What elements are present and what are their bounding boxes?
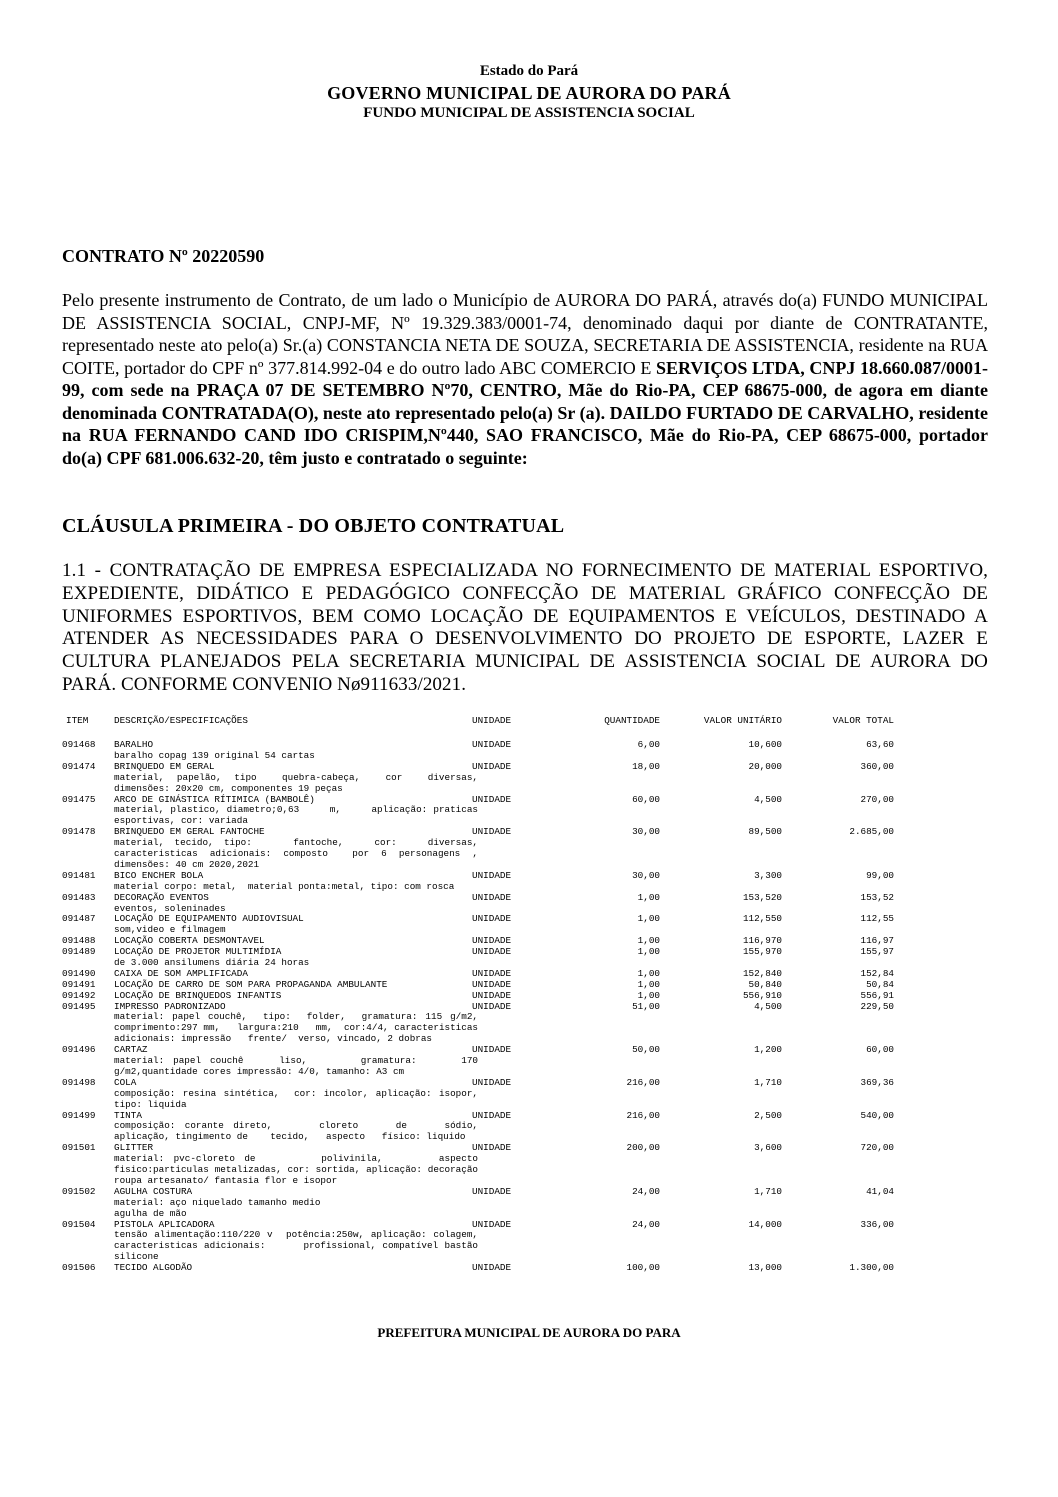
item-spec: material, papelão, tipo quebra-cabeça, cor diversas, dimensões: 20x20 cm, componentes 19 peças xyxy=(114,771,484,794)
item-total-value: 540,00 xyxy=(860,1109,894,1121)
item-total-value: 155,97 xyxy=(860,946,894,958)
table-row xyxy=(62,914,912,936)
item-unit-value: 89,500 xyxy=(748,826,782,838)
item-unit-value: 10,600 xyxy=(748,739,782,750)
item-code: 091474 xyxy=(62,760,96,772)
item-code: 091491 xyxy=(62,978,96,990)
item-unit-value: 14,000 xyxy=(748,1218,782,1230)
item-spec: tensão alimentação:110/220 v potência:250w, aplicação: colagem, caracteristicas adicionais: profissional, compatível bastão silicone xyxy=(114,1229,484,1263)
item-name: LOCAÇÃO COBERTA DESMONTAVEL xyxy=(114,935,265,947)
table-row xyxy=(62,1143,912,1187)
item-total-value: 229,50 xyxy=(860,1000,894,1012)
item-unit-value: 1,710 xyxy=(754,1185,782,1197)
item-code: 091492 xyxy=(62,989,96,1001)
item-quantity: 1,00 xyxy=(637,913,660,925)
item-unit: UNIDADE xyxy=(472,913,512,925)
item-quantity: 1,00 xyxy=(637,978,660,990)
item-total-value: 116,97 xyxy=(860,935,894,947)
table-row-main xyxy=(62,1111,912,1122)
item-code: 091478 xyxy=(62,826,96,838)
item-name: GLITTER xyxy=(114,1142,154,1154)
item-total-value: 1.300,00 xyxy=(849,1262,894,1274)
item-quantity: 24,00 xyxy=(632,1185,660,1197)
table-row-main xyxy=(62,893,912,904)
item-unit-value: 153,520 xyxy=(742,891,782,903)
item-total-value: 153,52 xyxy=(860,891,894,903)
item-spec: de 3.000 ansilumens diária 24 horas xyxy=(114,956,310,968)
item-quantity: 1,00 xyxy=(637,989,660,1001)
table-row xyxy=(62,1187,912,1220)
item-total-value: 41,04 xyxy=(866,1185,894,1197)
item-spec: composição: corante direto, cloreto de sódio, aplicação, tingimento de tecido, aspecto físico: liquido xyxy=(114,1120,484,1143)
item-unit-value: 1,200 xyxy=(754,1044,782,1056)
item-unit: UNIDADE xyxy=(472,1218,512,1230)
item-quantity: 1,00 xyxy=(637,935,660,947)
item-code: 091504 xyxy=(62,1218,96,1230)
table-row xyxy=(62,1078,912,1111)
item-name: ARCO DE GINÁSTICA RÍTIMICA (BAMBOLÊ) xyxy=(114,793,315,805)
item-unit-value: 4,500 xyxy=(754,1000,782,1012)
table-row xyxy=(62,991,912,1002)
item-code: 091495 xyxy=(62,1000,96,1012)
item-spec: eventos, soleninades xyxy=(114,902,226,914)
item-quantity: 1,00 xyxy=(637,946,660,958)
table-row xyxy=(62,1263,912,1274)
item-name: AGULHA COSTURA xyxy=(114,1185,193,1197)
item-unit: UNIDADE xyxy=(472,1076,512,1088)
item-spec: material, plastico, diametro;0,63 m, aplicação: praticas esportivas, cor: variada xyxy=(114,804,484,827)
contract-title: CONTRATO Nº 20220590 xyxy=(62,246,265,266)
table-row xyxy=(62,1045,912,1078)
header-description: DESCRIÇÃO/ESPECIFICAÇÕES xyxy=(114,715,248,726)
item-unit-value: 4,500 xyxy=(754,793,782,805)
table-row xyxy=(62,871,912,893)
item-unit: UNIDADE xyxy=(472,1185,512,1197)
item-name: BICO ENCHER BOLA xyxy=(114,869,204,881)
table-row xyxy=(62,827,912,871)
item-quantity: 51,00 xyxy=(632,1000,660,1012)
item-name: DECORAÇÃO EVENTOS xyxy=(114,891,209,903)
table-row-main xyxy=(62,795,912,806)
clause-title: CLÁUSULA PRIMEIRA - DO OBJETO CONTRATUAL xyxy=(62,515,565,537)
table-row-main xyxy=(62,1187,912,1198)
item-code: 091481 xyxy=(62,869,96,881)
item-code: 091468 xyxy=(62,739,96,750)
item-unit-value: 152,840 xyxy=(742,967,782,979)
table-row xyxy=(62,1111,912,1144)
table-row xyxy=(62,795,912,828)
item-unit-value: 556,910 xyxy=(742,989,782,1001)
table-row xyxy=(62,1002,912,1046)
table-row-main xyxy=(62,1078,912,1089)
item-unit: UNIDADE xyxy=(472,967,512,979)
table-row-main xyxy=(62,827,912,838)
item-unit: UNIDADE xyxy=(472,1142,512,1154)
footer-text: PREFEITURA MUNICIPAL DE AURORA DO PARA xyxy=(377,1325,681,1340)
table-row-main xyxy=(62,1263,912,1274)
item-unit: UNIDADE xyxy=(472,1000,512,1012)
item-quantity: 100,00 xyxy=(626,1262,660,1274)
item-name: BARALHO xyxy=(114,739,154,750)
item-total-value: 60,00 xyxy=(866,1044,894,1056)
item-unit: UNIDADE xyxy=(472,946,512,958)
item-quantity: 216,00 xyxy=(626,1109,660,1121)
item-quantity: 18,00 xyxy=(632,760,660,772)
item-quantity: 216,00 xyxy=(626,1076,660,1088)
item-total-value: 50,84 xyxy=(866,978,894,990)
item-name: CARTAZ xyxy=(114,1044,148,1056)
item-quantity: 6,00 xyxy=(637,739,660,750)
item-name: TECIDO ALGODÃO xyxy=(114,1262,193,1274)
item-code: 091502 xyxy=(62,1185,96,1197)
item-unit-value: 116,970 xyxy=(742,935,782,947)
header-unit: UNIDADE xyxy=(472,715,512,726)
item-unit: UNIDADE xyxy=(472,989,512,1001)
item-spec: material corpo: metal, material ponta:metal, tipo: com rosca xyxy=(114,880,455,892)
item-name: COLA xyxy=(114,1076,137,1088)
item-unit: UNIDADE xyxy=(472,891,512,903)
item-unit-value: 3,600 xyxy=(754,1142,782,1154)
table-row-main xyxy=(62,871,912,882)
item-name: CAIXA DE SOM AMPLIFICADA xyxy=(114,967,248,979)
table-row xyxy=(62,1220,912,1264)
header-government: GOVERNO MUNICIPAL DE AURORA DO PARÁ xyxy=(327,83,731,103)
item-spec: material: pvc-cloreto de polivinila, aspecto fisico:particulas metalizadas, cor: sortida, aplicação: decoração roupa artesanato/ fantasia flor e isopor xyxy=(114,1153,490,1186)
table-row-main xyxy=(62,1002,912,1013)
item-unit-value: 3,300 xyxy=(754,869,782,881)
item-unit: UNIDADE xyxy=(472,978,512,990)
item-quantity: 50,00 xyxy=(632,1044,660,1056)
item-total-value: 556,91 xyxy=(860,989,894,1001)
item-name: BRINQUEDO EM GERAL xyxy=(114,760,215,772)
table-row-main xyxy=(62,1045,912,1056)
item-total-value: 152,84 xyxy=(860,967,894,979)
item-unit: UNIDADE xyxy=(472,1262,512,1274)
table-row-main xyxy=(62,1220,912,1231)
item-unit-value: 2,500 xyxy=(754,1109,782,1121)
item-code: 091496 xyxy=(62,1044,96,1056)
item-unit-value: 155,970 xyxy=(742,946,782,958)
item-name: BRINQUEDO EM GERAL FANTOCHE xyxy=(114,826,265,838)
header-item: ITEM xyxy=(66,715,89,726)
contract-intro-regular: Pelo presente instrumento de Contrato, de um lado o Município de AURORA DO PARÁ, através do(a) FUNDO MUNICIPAL DE ASSISTENCIA SOCIAL, CNPJ-MF, Nº 19.329.383/0001-74, denominado daqui por diante de CONTRATANTE, representado neste ato pelo(a) Sr.(a) CONSTANCIA NETA DE SOUZA, SECRETARIA DE ASSISTENCIA, residente na RUA COITE, portador do CPF nº 377.814.992-04 e do outro lado ABC COMERCIO E xyxy=(62,290,988,378)
clause-text: 1.1 - CONTRATAÇÃO DE EMPRESA ESPECIALIZADA NO FORNECIMENTO DE MATERIAL ESPORTIVO, EXPEDIENTE, DIDÁTICO E PEDAGÓGICO CONFECÇÃO DE MATERIAL GRÁFICO CONFECÇÃO DE UNIFORMES ESPORTIVOS, BEM COMO LOCAÇÃO DE EQUIPAMENTOS E VEÍCULOS, DESTINADO A ATENDER AS NECESSIDADES PARA O DESENVOLVIMENTO DO PROJETO DE ESPORTE, LAZER E CULTURA PLANEJADOS PELA SECRETARIA MUNICIPAL DE ASSISTENCIA SOCIAL DE AURORA DO PARÁ. CONFORME CONVENIO Nø911633/2021. xyxy=(62,560,988,695)
item-spec: material, tecido, tipo: fantoche, cor: diversas, caracteristicas adicionais: composto por 6 personagens , dimensões: 40 cm 2020,2021 xyxy=(114,837,484,870)
item-unit: UNIDADE xyxy=(472,760,512,772)
item-name: TINTA xyxy=(114,1109,142,1121)
item-quantity: 30,00 xyxy=(632,826,660,838)
table-row xyxy=(62,762,912,795)
table-row-main xyxy=(62,947,912,958)
table-row-main xyxy=(62,762,912,773)
item-unit: UNIDADE xyxy=(472,826,512,838)
item-code: 091489 xyxy=(62,946,96,958)
item-quantity: 200,00 xyxy=(626,1142,660,1154)
item-code: 091488 xyxy=(62,935,96,947)
item-name: LOCAÇÃO DE BRINQUEDOS INFANTIS xyxy=(114,989,282,1001)
item-total-value: 99,00 xyxy=(866,869,894,881)
item-unit: UNIDADE xyxy=(472,869,512,881)
item-total-value: 369,36 xyxy=(860,1076,894,1088)
item-quantity: 24,00 xyxy=(632,1218,660,1230)
item-name: PISTOLA APLICADORA xyxy=(114,1218,215,1230)
item-unit: UNIDADE xyxy=(472,935,512,947)
item-code: 091498 xyxy=(62,1076,96,1088)
item-spec: composição: resina sintética, cor: incolor, aplicação: isopor, tipo: liquida xyxy=(114,1087,484,1110)
item-name: IMPRESSO PADRONIZADO xyxy=(114,1000,226,1012)
item-code: 091501 xyxy=(62,1142,96,1154)
item-unit-value: 20,000 xyxy=(748,760,782,772)
table-row-main xyxy=(62,740,912,751)
item-quantity: 30,00 xyxy=(632,869,660,881)
item-unit: UNIDADE xyxy=(472,793,512,805)
header-state: Estado do Pará xyxy=(479,63,579,79)
item-total-value: 63,60 xyxy=(866,739,894,750)
item-total-value: 112,55 xyxy=(860,913,894,925)
table-row-main xyxy=(62,914,912,925)
item-spec: som,video e filmagem xyxy=(114,924,226,936)
item-unit: UNIDADE xyxy=(472,1044,512,1056)
item-total-value: 360,00 xyxy=(860,760,894,772)
header-total-value: VALOR TOTAL xyxy=(832,715,894,726)
table-row xyxy=(62,893,912,915)
table-header-row xyxy=(62,716,912,740)
item-unit-value: 13,000 xyxy=(748,1262,782,1274)
item-code: 091506 xyxy=(62,1262,96,1274)
item-code: 091499 xyxy=(62,1109,96,1121)
contract-intro-paragraph xyxy=(62,289,988,469)
item-unit: UNIDADE xyxy=(472,1109,512,1121)
item-total-value: 270,00 xyxy=(860,793,894,805)
item-code: 091487 xyxy=(62,913,96,925)
table-row xyxy=(62,740,912,762)
item-spec: material: aço niquelado tamanho medio agulha de mão xyxy=(114,1196,321,1219)
item-spec: material: papel couchê liso, gramatura: 170 g/m2,quantidade cores impressão: 4/0, tamanho: A3 cm xyxy=(114,1055,484,1077)
item-spec: material: papel couchê, tipo: folder, gramatura: 115 g/m2, comprimento:297 mm, largura:210 mm, cor:4/4, caracteristicas adicionais: impressão frente/ verso, vincado, 2 dobras xyxy=(114,1011,484,1045)
item-unit-value: 50,840 xyxy=(748,978,782,990)
item-name: LOCAÇÃO DE PROJETOR MULTIMÍDIA xyxy=(114,946,282,958)
item-unit-value: 112,550 xyxy=(742,913,782,925)
item-total-value: 2.685,00 xyxy=(849,826,894,838)
item-name: LOCAÇÃO DE CARRO DE SOM PARA PROPAGANDA AMBULANTE xyxy=(114,978,388,990)
item-code: 091490 xyxy=(62,967,96,979)
contract-intro-bold: SERVIÇOS LTDA, CNPJ 18.660.087/0001-99, com sede na PRAÇA 07 DE SETEMBRO Nº70, CENTRO, Mãe do Rio-PA, CEP 68675-000, de agora em diante denominada CONTRATADA(O), neste ato representado pelo(a) Sr (a). DAILDO FURTADO DE CARVALHO, residente na RUA FERNANDO CAND IDO CRISPIM,Nº440, SAO FRANCISCO, Mãe do Rio-PA, CEP 68675-000, portador do(a) CPF 681.006.632-20, têm justo e contratado o seguinte: xyxy=(62,357,988,468)
header-fund: FUNDO MUNICIPAL DE ASSISTENCIA SOCIAL xyxy=(363,105,695,121)
item-name: LOCAÇÃO DE EQUIPAMENTO AUDIOVISUAL xyxy=(114,913,304,925)
item-total-value: 336,00 xyxy=(860,1218,894,1230)
table-row-main xyxy=(62,991,912,1002)
header-unit-value: VALOR UNITÁRIO xyxy=(703,715,782,726)
header-quantity: QUANTIDADE xyxy=(604,715,660,726)
item-quantity: 1,00 xyxy=(637,967,660,979)
table-row-main xyxy=(62,1143,912,1154)
item-total-value: 720,00 xyxy=(860,1142,894,1154)
items-table xyxy=(62,716,912,1274)
item-unit: UNIDADE xyxy=(472,739,512,750)
table-row xyxy=(62,947,912,969)
item-spec: baralho copag 139 original 54 cartas xyxy=(114,749,315,761)
item-code: 091475 xyxy=(62,793,96,805)
item-unit-value: 1,710 xyxy=(754,1076,782,1088)
item-code: 091483 xyxy=(62,891,96,903)
item-quantity: 60,00 xyxy=(632,793,660,805)
item-quantity: 1,00 xyxy=(637,891,660,903)
table-body xyxy=(62,740,912,1274)
